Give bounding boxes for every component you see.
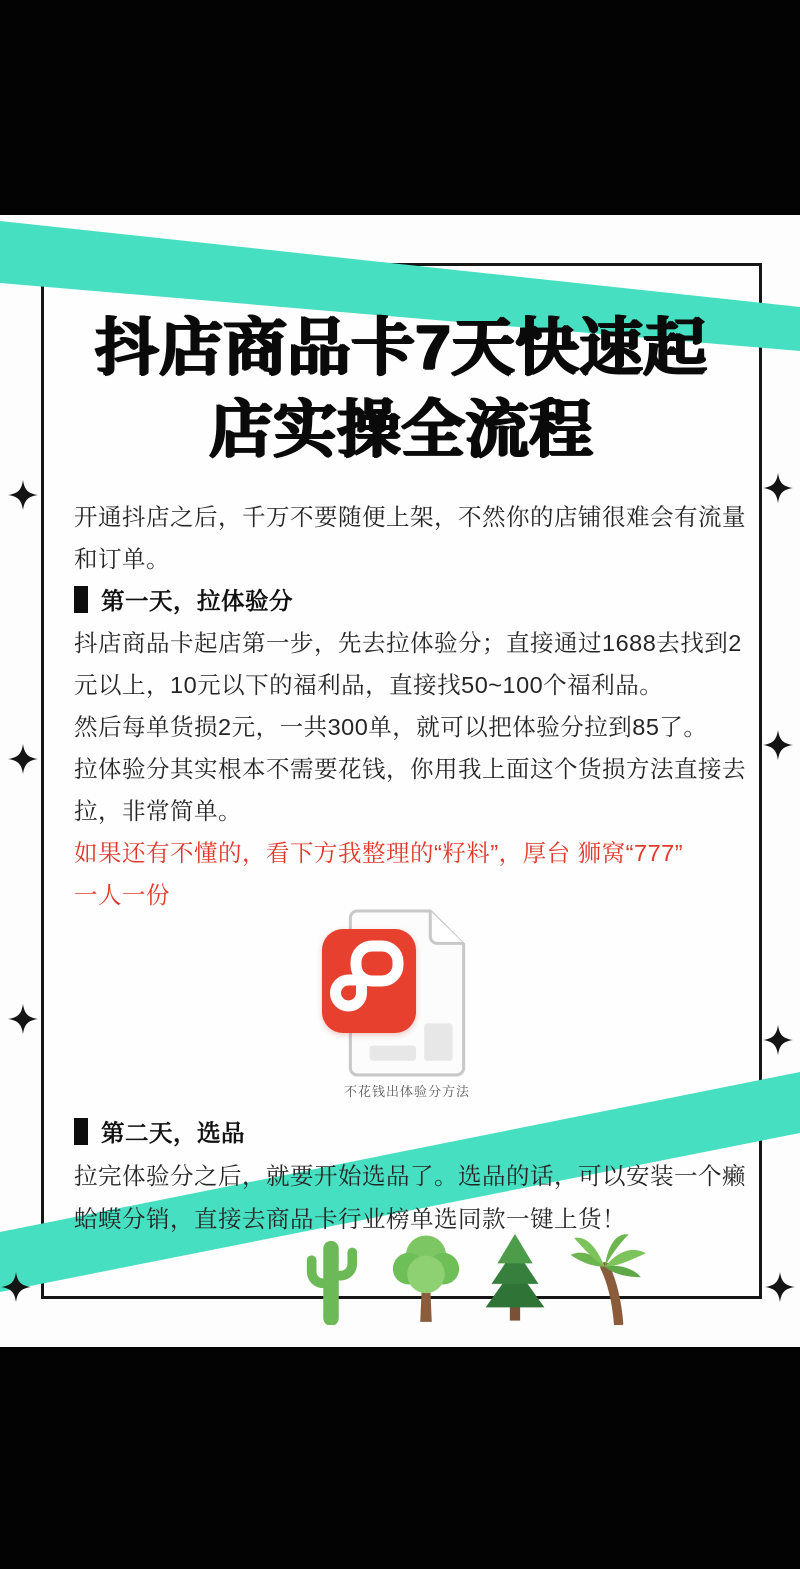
attachment-caption: 不花钱出体验分方法 <box>343 1084 470 1099</box>
intro-line-1: 开通抖店之后，千万不要随便上架，不然你的店铺很难会有流量 <box>74 504 746 530</box>
page-image-block <box>424 1023 452 1060</box>
section-marker-bar <box>74 586 88 613</box>
title-line-1: 抖店商品卡7天快速起 <box>95 313 708 383</box>
sparkle-icon <box>8 1004 38 1034</box>
poster-title <box>41 307 762 471</box>
day2-heading-label: 第二天，选品 <box>101 1120 245 1146</box>
day2-line-2: 蛤蟆分销，直接去商品卡行业榜单选同款一键上货！ <box>74 1206 626 1232</box>
sparkle-icon <box>8 744 38 774</box>
poster-content <box>41 263 762 1299</box>
day1-line-2: 元以上，10元以下的福利品，直接找50~100个福利品。 <box>74 672 664 698</box>
pdf-app-badge <box>322 929 416 1033</box>
day2-section <box>41 1112 762 1241</box>
title-line-2: 店实操全流程 <box>209 395 594 465</box>
evergreen-tree-icon <box>478 1231 552 1325</box>
cactus-icon <box>302 1233 360 1325</box>
sparkle-icon <box>1 1272 31 1302</box>
day1-line-5: 拉，非常简单。 <box>74 798 242 824</box>
day1-line-3: 然后每单货损2元，一共300单，就可以把体验分拉到85了。 <box>74 714 708 740</box>
day1-section <box>41 496 762 916</box>
sparkle-icon <box>763 473 793 503</box>
deciduous-tree-icon <box>390 1231 462 1325</box>
highlight-line-2: 一人一份 <box>74 882 170 908</box>
day1-line-1: 抖店商品卡起店第一步，先去拉体验分；直接通过1688去找到2 <box>74 630 742 656</box>
sparkle-icon <box>763 1025 793 1055</box>
palm-tree-icon <box>566 1231 654 1325</box>
pdf-p-glyph <box>322 929 416 1033</box>
sparkle-icon <box>8 480 38 510</box>
day1-line-4: 拉体验分其实根本不需要花钱，你用我上面这个货损方法直接去 <box>74 756 746 782</box>
day2-heading <box>74 1112 729 1155</box>
intro-line-2: 和订单。 <box>74 546 170 572</box>
day1-heading <box>74 580 729 622</box>
highlight-line-1: 如果还有不懂的，看下方我整理的“籽料”，厚台 狮窝“777” <box>74 840 684 866</box>
sparkle-icon <box>763 730 793 760</box>
day2-line-1: 拉完体验分之后，就要开始选品了。选品的话，可以安装一个癞 <box>74 1163 746 1189</box>
page-text-block <box>370 1046 417 1061</box>
section-marker-bar <box>74 1118 88 1145</box>
sparkle-icon <box>765 1272 795 1302</box>
day1-heading-label: 第一天，拉体验分 <box>101 588 293 614</box>
